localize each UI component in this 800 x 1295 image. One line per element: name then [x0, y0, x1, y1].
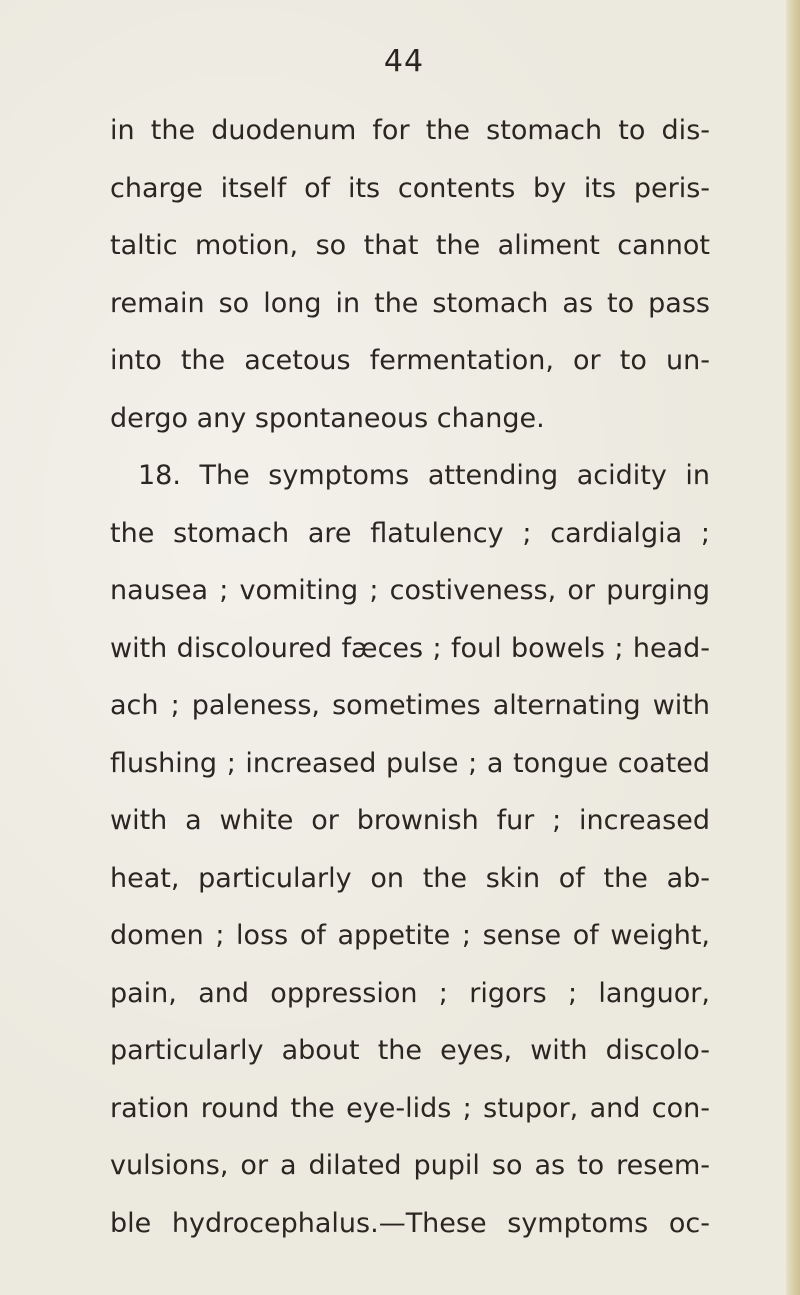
body-text: [110, 102, 710, 1252]
text-line: flushing ; increased pulse ; a tongue coated: [110, 747, 710, 779]
text-line: with a white or brownish fur ; increased: [110, 805, 710, 836]
paragraph-start-line: 18. The symptoms attending acidity in: [138, 460, 710, 491]
page-number: 44: [383, 44, 425, 79]
text-line: dergo any spontaneous change.: [110, 402, 545, 434]
text-line: into the acetous fermentation, or to un-: [110, 345, 710, 376]
text-line: ble hydrocephalus.—These symptoms oc-: [110, 1207, 710, 1239]
text-line: nausea ; vomiting ; costiveness, or purging: [110, 575, 710, 606]
text-line: ach ; paleness, sometimes alternating with: [110, 690, 710, 721]
text-line: charge itself of its contents by its peris-: [110, 172, 710, 204]
text-line: heat, particularly on the skin of the ab-: [110, 862, 710, 894]
text-line: ration round the eye-lids ; stupor, and con-: [110, 1092, 710, 1124]
text-line: particularly about the eyes, with discolo-: [110, 1035, 710, 1066]
text-line: remain so long in the stomach as to pass: [110, 287, 710, 319]
page-edge-shadow: [786, 0, 800, 1295]
text-line: taltic motion, so that the aliment cannot: [110, 230, 710, 261]
text-line: in the duodenum for the stomach to dis-: [110, 115, 710, 146]
text-line: with discoloured fæces ; foul bowels ; head-: [110, 632, 710, 664]
text-line: pain, and oppression ; rigors ; languor,: [110, 977, 710, 1009]
text-line: the stomach are flatulency ; cardialgia ;: [110, 517, 710, 549]
text-line: domen ; loss of appetite ; sense of weight,: [110, 920, 710, 951]
text-line: vulsions, or a dilated pupil so as to resem-: [110, 1150, 710, 1181]
